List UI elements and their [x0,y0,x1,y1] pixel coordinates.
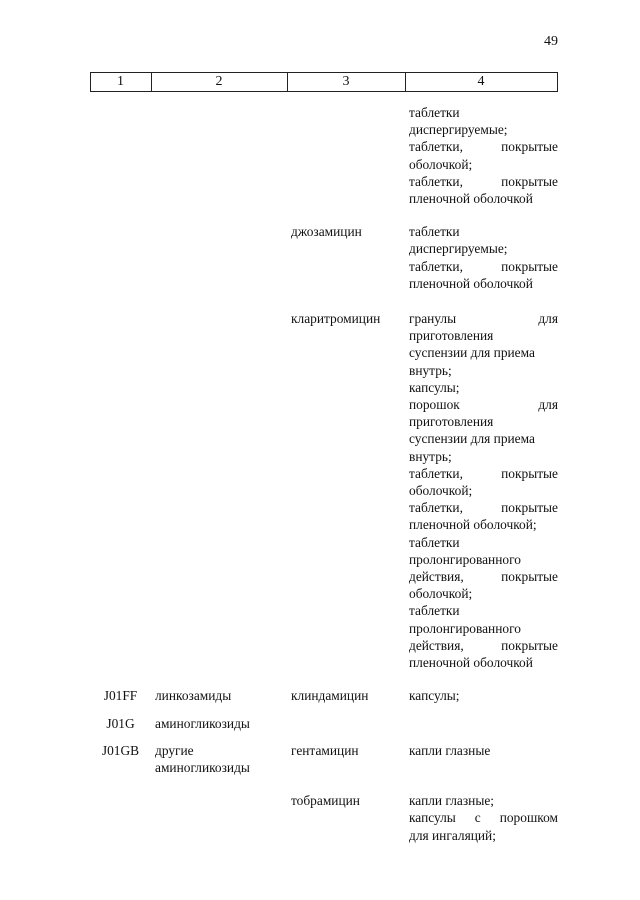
dosage-form-line: пленочной оболочкой [409,191,533,207]
dosage-form-line: приготовления [409,328,494,344]
atc-code [90,792,151,844]
dosage-forms [405,223,558,292]
group-name [151,792,287,844]
table-row [90,310,558,671]
table-row [90,715,558,732]
atc-code: J01GB [101,742,140,758]
header-col-2: 2 [215,74,223,89]
group-name [151,742,287,776]
dosage-form-line: действия, покрытые [409,637,558,653]
dosage-form-line: для ингаляций; [409,827,496,843]
drug-name-line: кларитромицин [291,311,381,327]
dosage-form-line: пленочной оболочкой [409,655,533,671]
group-name-line: аминогликозиды [155,715,250,731]
dosage-form-line: пленочной оболочкой [409,275,533,291]
dosage-form-line: капли глазные [409,742,491,758]
table-row [90,687,558,704]
drug-name [287,687,405,704]
atc-code [90,104,151,207]
dosage-form-line: оболочкой; [409,483,473,499]
dosage-form-line: пролонгированного [409,620,521,636]
page-number: 49 [544,34,558,49]
table-body [90,104,558,844]
group-name [151,104,287,207]
drug-name-line: тобрамицин [291,793,360,809]
dosage-form-line: оболочкой; [409,586,473,602]
dosage-form-line: таблетки [409,534,460,550]
dosage-form-line: капсулы с порошком [409,810,558,826]
dosage-form-line: капсулы; [409,379,460,395]
dosage-form-line: таблетки, покрытые [409,500,558,516]
dosage-forms [405,742,558,776]
dosage-form-line: суспензии для приема [409,431,535,447]
group-name-line: другие [155,742,194,758]
dosage-form-line: внутрь; [409,362,452,378]
drug-name-line: джозамицин [291,224,362,240]
dosage-form-line: капли глазные; [409,793,494,809]
group-name-line: линкозамиды [155,688,232,704]
group-name-line: аминогликозиды [155,759,250,775]
dosage-form-line: таблетки [409,105,460,120]
group-name [151,223,287,292]
table-row [90,223,558,292]
drug-name [287,223,405,292]
dosage-form-line: диспергируемые; [409,241,508,257]
drug-name-line: гентамицин [291,742,359,758]
table-row [90,742,558,776]
atc-code [90,310,151,671]
dosage-forms [405,715,558,732]
group-name [151,310,287,671]
drug-name [287,742,405,776]
dosage-form-line: таблетки [409,224,460,240]
header-col-3: 3 [342,74,350,89]
header-col-4: 4 [477,74,485,89]
group-name [151,687,287,704]
table-header [90,72,558,92]
dosage-form-line: таблетки, покрытые [409,139,558,155]
dosage-form-line: приготовления [409,414,494,430]
drug-name [287,104,405,207]
dosage-form-line: капсулы; [409,688,460,704]
atc-code [90,223,151,292]
dosage-form-line: таблетки [409,603,460,619]
dosage-form-line: таблетки, покрытые [409,465,558,481]
drug-name [287,310,405,671]
dosage-form-line: пролонгированного [409,551,521,567]
dosage-form-line: суспензии для приема [409,345,535,361]
dosage-form-line: гранулы для [409,311,558,327]
dosage-form-line: таблетки, покрытые [409,258,558,274]
drug-name [287,715,405,732]
dosage-forms [405,792,558,844]
group-name [151,715,287,732]
dosage-form-line: порошок для [409,397,558,413]
dosage-form-line: оболочкой; [409,156,473,172]
drug-name-line: клиндамицин [291,688,369,704]
dosage-form-line: пленочной оболочкой; [409,517,537,533]
atc-code: J01G [106,715,135,731]
header-col-1: 1 [117,74,124,89]
dosage-forms [405,310,558,671]
table-row [90,104,558,207]
dosage-form-line: внутрь; [409,448,452,464]
dosage-form-line: действия, покрытые [409,569,558,585]
drug-name [287,792,405,844]
atc-code: J01FF [103,688,138,704]
dosage-forms [405,104,558,207]
dosage-form-line: таблетки, покрытые [409,173,558,189]
table-row [90,792,558,844]
dosage-form-line: диспергируемые; [409,122,508,138]
dosage-forms [405,687,558,704]
